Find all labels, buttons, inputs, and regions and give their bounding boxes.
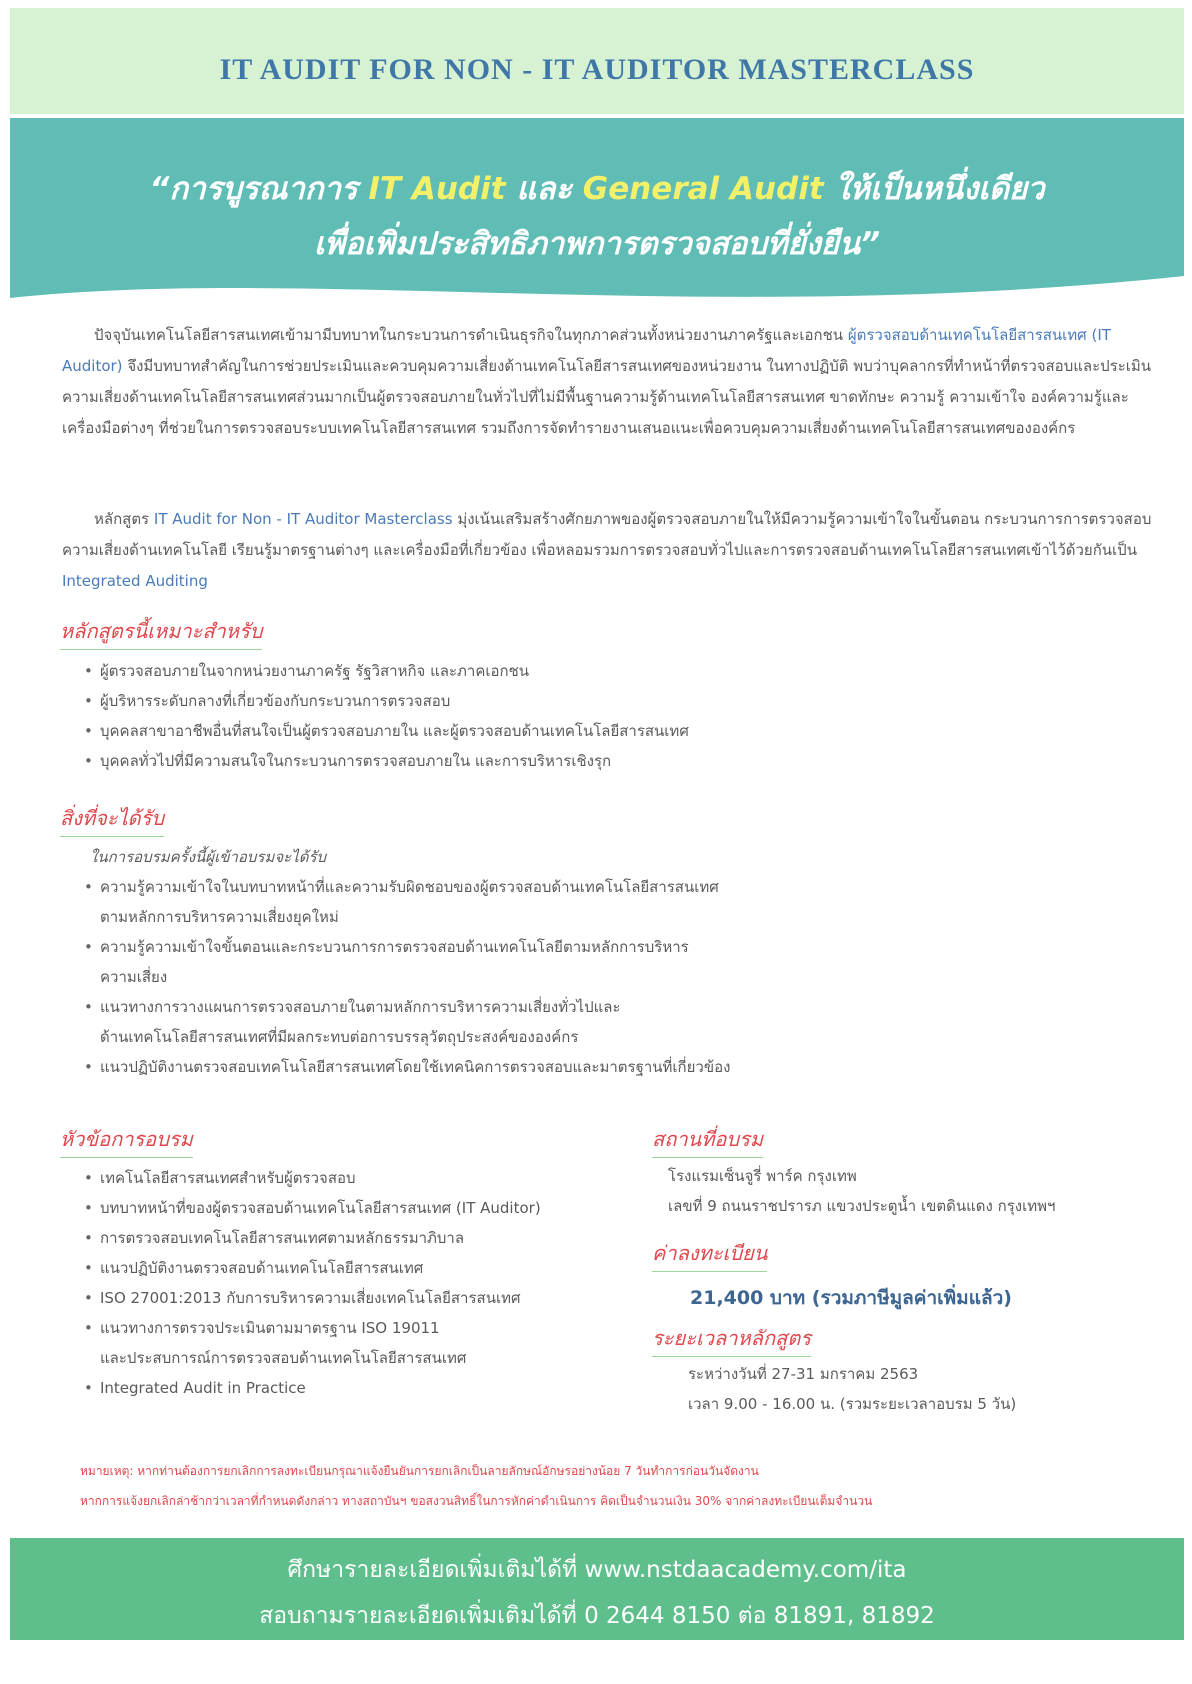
topic-line: และประสบการณ์การตรวจสอบด้านเทคโนโลยีสารสนเทศ — [100, 1349, 467, 1367]
list-item: • Integrated Audit in Practice — [84, 1373, 644, 1403]
venue-address: เลขที่ 9 ถนนราชปรารภ แขวงประตูน้ำ เขตดินแดง กรุงเทพฯ — [668, 1197, 1056, 1215]
duration-time: เวลา 9.00 - 16.00 น. (รวมระยะเวลาอบรม 5 วัน) — [688, 1395, 1017, 1413]
list-item: • บทบาทหน้าที่ของผู้ตรวจสอบด้านเทคโนโลยีสารสนเทศ (IT Auditor) — [84, 1193, 644, 1223]
topics-section-title: หัวข้อการอบรม — [60, 1123, 193, 1158]
intro-highlight: Integrated Auditing — [62, 572, 208, 590]
list-item: • ISO 27001:2013 กับการบริหารความเสี่ยงเทคโนโลยีสารสนเทศ — [84, 1283, 644, 1313]
tagline-text: “การบูรณาการ — [149, 171, 369, 207]
tagline-highlight-it-audit: IT Audit — [368, 171, 506, 207]
venue-section-title: สถานที่อบรม — [652, 1123, 763, 1158]
audience-list — [84, 656, 784, 776]
duration-dates: ระหว่างวันที่ 27-31 มกราคม 2563 — [688, 1365, 919, 1383]
topic-line: แนวทางการตรวจประเมินตามมาตรฐาน ISO 19011 — [100, 1319, 440, 1337]
footer-website: ศึกษารายละเอียดเพิ่มเติมได้ที่ www.nstdaacademy.com/ita — [287, 1557, 907, 1583]
list-item — [84, 1052, 904, 1082]
duration-details — [688, 1359, 1016, 1419]
benefits-subtitle: ในการอบรมครั้งนี้ผู้เข้าอบรมจะได้รับ — [90, 848, 327, 866]
tagline-text: ให้เป็นหนึ่งเดียว — [823, 171, 1045, 207]
intro-text: ปัจจุบันเทคโนโลยีสารสนเทศเข้ามามีบทบาทในกระบวนการดำเนินธุรกิจในทุกภาคส่วนทั้งหน่วยงานภาครัฐและเอกชน — [94, 326, 848, 344]
quote-band — [10, 118, 1184, 316]
benefits-list — [84, 872, 904, 1082]
course-title: IT AUDIT FOR NON - IT AUDITOR MASTERCLASS — [219, 53, 975, 86]
intro-text: หลักสูตร — [94, 510, 154, 528]
intro-paragraph-1 — [62, 320, 1167, 444]
list-item: • บุคคลสาขาอาชีพอื่นที่สนใจเป็นผู้ตรวจสอบภายใน และผู้ตรวจสอบด้านเทคโนโลยีสารสนเทศ — [84, 716, 784, 746]
tagline-line-2: เพื่อเพิ่มประสิทธิภาพการตรวจสอบที่ยั่งยืน” — [313, 226, 881, 262]
tagline-highlight-general-audit: General Audit — [582, 171, 824, 207]
intro-paragraph-2 — [62, 504, 1167, 597]
list-item: • ผู้ตรวจสอบภายในจากหน่วยงานภาครัฐ รัฐวิสาหกิจ และภาคเอกชน — [84, 656, 784, 686]
note-line: หมายเหตุ: หากท่านต้องการยกเลิกการลงทะเบียนกรุณาแจ้งยืนยันการยกเลิกเป็นลายลักษณ์อักษรอย่างน้อย 7 วันทำการก่อนวันจัดงาน — [80, 1464, 759, 1478]
benefit-line: ความรู้ความเข้าใจขั้นตอนและกระบวนการการตรวจสอบด้านเทคโนโลยีตามหลักการบริหาร — [100, 938, 689, 956]
tagline-text: และ — [505, 171, 583, 207]
benefit-line: แนวปฏิบัติงานตรวจสอบเทคโนโลยีสารสนเทศโดยใช้เทคนิคการตรวจสอบและมาตรฐานที่เกี่ยวข้อง — [100, 1058, 731, 1076]
intro-text: จึงมีบทบาทสำคัญในการช่วยประเมินและควบคุมความเสี่ยงด้านเทคโนโลยีสารสนเทศของหน่วยงาน ในทางปฏิบัติ พบว่าบุคลากรที่ทำหน้าที่ตรวจสอบและประเมินความเสี่ยงด้านเทคโนโลยีสารสนเทศส่วนมากเป็นผู้ตรวจสอบภายในทั่วไปที่ไม่มีพื้นฐานความรู้ด้านเทคโนโลยีสารสนเทศ ขาดทักษะ ความรู้ ความเข้าใจ องค์ความรู้และเครื่องมือต่างๆ ที่ช่วยในการตรวจสอบระบบเทคโนโลยีสารสนเทศ รวมถึงการจัดทำรายงานเสนอแนะเพื่อควบคุมความเสี่ยงด้านเทคโนโลยีสารสนเทศขององค์กร — [62, 357, 1152, 437]
benefit-line: ความเสี่ยง — [100, 968, 168, 986]
intro-highlight: ผู้ตรวจสอบด้านเทคโนโลยีสารสนเทศ (IT Auditor) — [62, 326, 1111, 375]
list-item — [84, 1313, 644, 1373]
benefit-line: แนวทางการวางแผนการตรวจสอบภายในตามหลักการบริหารความเสี่ยงทั่วไปและ — [100, 998, 621, 1016]
list-item: • แนวปฏิบัติงานตรวจสอบด้านเทคโนโลยีสารสนเทศ — [84, 1253, 644, 1283]
topics-list — [84, 1163, 644, 1403]
benefit-line: ความรู้ความเข้าใจในบทบาทหน้าที่และความรับผิดชอบของผู้ตรวจสอบด้านเทคโนโลยีสารสนเทศ — [100, 878, 719, 896]
list-item — [84, 992, 904, 1052]
venue-details — [668, 1161, 1055, 1221]
benefit-line: ตามหลักการบริหารความเสี่ยงยุคใหม่ — [100, 908, 339, 926]
list-item: • เทคโนโลยีสารสนเทศสำหรับผู้ตรวจสอบ — [84, 1163, 644, 1193]
list-item — [84, 932, 904, 992]
list-item — [84, 872, 904, 932]
footer-phone: สอบถามรายละเอียดเพิ่มเติมได้ที่ 0 2644 8150 ต่อ 81891, 81892 — [259, 1603, 935, 1629]
cancellation-note — [80, 1456, 1090, 1516]
benefits-section-title: สิ่งที่จะได้รับ — [60, 802, 164, 837]
duration-section-title: ระยะเวลาหลักสูตร — [652, 1322, 811, 1357]
venue-name: โรงแรมเซ็นจูรี่ พาร์ค กรุงเทพ — [668, 1167, 857, 1185]
fee-amount: 21,400 บาท (รวมภาษีมูลค่าเพิ่มแล้ว) — [690, 1287, 1012, 1309]
intro-highlight: IT Audit for Non - IT Auditor Masterclass — [153, 510, 453, 528]
note-line: หากการแจ้งยกเลิกล่าช้ากว่าเวลาที่กำหนดดังกล่าว ทางสถาบันฯ ขอสงวนสิทธิ์ในการหักค่าดำเนินการ คิดเป็นจำนวนเงิน 30% จากค่าลงทะเบียนเต็มจำนวน — [80, 1494, 873, 1508]
intro-text: มุ่งเน้นเสริมสร้างศักยภาพของผู้ตรวจสอบภายในให้มีความรู้ความเข้าใจในขั้นตอน กระบวนการการตรวจสอบความเสี่ยงด้านเทคโนโลยี เรียนรู้มาตรฐานต่างๆ และเครื่องมือที่เกี่ยวข้อง เพื่อหลอมรวมการตรวจสอบทั่วไปและการตรวจสอบด้านเทคโนโลยีสารสนเทศเข้าไว้ด้วยกันเป็น — [62, 510, 1152, 559]
list-item: • ผู้บริหารระดับกลางที่เกี่ยวข้องกับกระบวนการตรวจสอบ — [84, 686, 784, 716]
audience-section-title: หลักสูตรนี้เหมาะสำหรับ — [60, 615, 262, 650]
tagline-line-1 — [10, 163, 1184, 213]
title-band — [10, 8, 1184, 118]
fee-section-title: ค่าลงทะเบียน — [652, 1237, 767, 1272]
list-item: • บุคคลทั่วไปที่มีความสนใจในกระบวนการตรวจสอบภายใน และการบริหารเชิงรุก — [84, 746, 784, 776]
footer-band — [10, 1538, 1184, 1640]
benefit-line: ด้านเทคโนโลยีสารสนเทศที่มีผลกระทบต่อการบรรลุวัตถุประสงค์ขององค์กร — [100, 1028, 579, 1046]
list-item: • การตรวจสอบเทคโนโลยีสารสนเทศตามหลักธรรมาภิบาล — [84, 1223, 644, 1253]
